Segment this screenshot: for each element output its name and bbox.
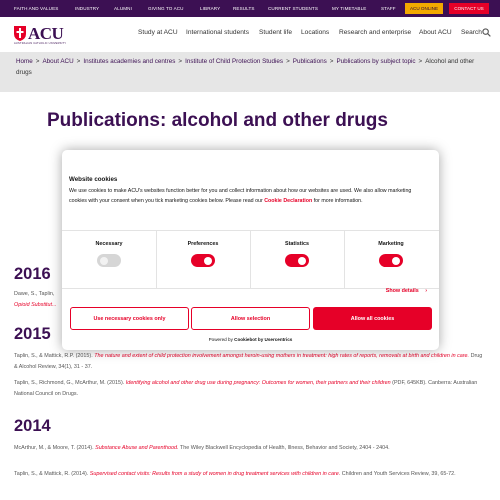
- statistics-toggle[interactable]: [285, 254, 309, 267]
- topbar-link-results[interactable]: RESULTS: [233, 6, 255, 11]
- show-details-link[interactable]: [386, 288, 427, 294]
- contact-us-button[interactable]: CONTACT US: [449, 3, 489, 14]
- crumb-institutes[interactable]: Institutes academies and centres: [83, 58, 176, 65]
- pub-title-link[interactable]: Supervised contact visits: Results from a study of women in drug treatment services with children in care.: [89, 471, 341, 477]
- cookie-category-statistics: [250, 240, 344, 280]
- cookie-category-marketing: [344, 240, 438, 280]
- topbar-link-current-students[interactable]: CURRENT STUDENTS: [268, 6, 319, 11]
- preferences-toggle[interactable]: [191, 254, 215, 267]
- pub-authors: Taplin, S., Richmond, G., McArthur, M. (2015).: [14, 380, 125, 386]
- pub-authors: Taplin, S., & Mattick, R.P. (2015).: [14, 353, 93, 359]
- pub-authors: McArthur, M., & Moore, T. (2014).: [14, 445, 94, 451]
- publication-entry: [14, 378, 486, 400]
- page-title: Publications: alcohol and other drugs: [47, 110, 388, 131]
- allow-all-button[interactable]: Allow all cookies: [313, 307, 432, 330]
- powered-by: [62, 337, 439, 342]
- logo-text: ACU: [28, 24, 64, 43]
- nav-international[interactable]: International students: [186, 29, 250, 36]
- nav-search[interactable]: Search: [461, 29, 482, 36]
- marketing-toggle[interactable]: [379, 254, 403, 267]
- topbar-link-alumni[interactable]: ALUMNI: [114, 6, 132, 11]
- topbar-link-industry[interactable]: INDUSTRY: [75, 6, 100, 11]
- pub-title-link[interactable]: The nature and extent of child protection involvement amongst heroin-using mothers in treatment: high rates of reports, removals at birth and children in care.: [94, 353, 470, 359]
- publication-entry: [14, 443, 486, 454]
- year-heading-2015: 2015: [14, 325, 51, 343]
- site-header: [0, 17, 500, 50]
- necessary-toggle: [97, 254, 121, 267]
- breadcrumb: Home > About ACU > Institutes academies and centres > Institute of Child Protection Studies > Publications > Publications by subject topic > Alcohol and other drugs: [0, 52, 500, 92]
- nav-about[interactable]: About ACU: [419, 29, 452, 36]
- cookie-dialog-text: [69, 186, 429, 206]
- acu-logo[interactable]: [14, 24, 74, 48]
- show-details-label: Show details: [385, 288, 419, 294]
- cookie-dialog: [62, 150, 439, 350]
- search-icon[interactable]: [482, 28, 491, 37]
- crumb-publications[interactable]: Publications: [292, 58, 327, 65]
- pub-title-link[interactable]: Identifying alcohol and other drug use during pregnancy: Outcomes for women, their partners and their children: [125, 380, 391, 386]
- cookiebot-brand[interactable]: Cookiebot by Usercentrics: [234, 337, 293, 342]
- topbar-link-faith[interactable]: FAITH AND VALUES: [14, 6, 59, 11]
- year-heading-2016: 2016: [14, 265, 51, 283]
- topbar-link-timetable[interactable]: MY TIMETABLE: [332, 6, 367, 11]
- pub-authors: Taplin, S., & Mattick, R. (2014).: [14, 471, 89, 477]
- pub-title-link[interactable]: Opioid Substitut...: [14, 302, 57, 308]
- pub-source: The Wiley Blackwell Encyclopedia of Health, Illness, Behavior and Society, 2404 - 2404.: [179, 445, 390, 451]
- nav-research[interactable]: Research and enterprise: [339, 29, 412, 36]
- category-label: Marketing: [378, 241, 404, 247]
- pub-title-link[interactable]: Substance Abuse and Parenthood.: [95, 445, 179, 451]
- cookie-category-necessary: [62, 240, 156, 280]
- pub-source: Drug & Alcohol Review, 34(1), 31 - 37.: [14, 353, 483, 370]
- chevron-right-icon: ›: [425, 288, 427, 294]
- cookie-dialog-body: We use cookies to make ACU's websites function better for you and collect information about how our websites are used. We also allow marketing cookies with your consent when you tick marketing cookies below. Please read our: [69, 188, 412, 204]
- nav-study[interactable]: Study at ACU: [138, 29, 178, 36]
- crumb-icps[interactable]: Institute of Child Protection Studies: [185, 58, 284, 65]
- publication-entry: [14, 351, 486, 373]
- category-label: Statistics: [285, 241, 309, 247]
- pub-source: Children and Youth Services Review, 39, 65-72.: [341, 471, 456, 477]
- year-heading-2014: 2014: [14, 417, 51, 435]
- allow-selection-button[interactable]: Allow selection: [191, 307, 310, 330]
- category-label: Necessary: [95, 241, 123, 247]
- logo-subtext: AUSTRALIAN CATHOLIC UNIVERSITY: [14, 42, 67, 45]
- publication-entry: [14, 469, 486, 480]
- pub-authors: Dawe, S., Taplin,: [14, 291, 55, 297]
- nav-student-life[interactable]: Student life: [259, 29, 292, 36]
- topbar-link-staff[interactable]: STAFF: [381, 6, 396, 11]
- category-label: Preferences: [187, 241, 219, 247]
- topbar-link-giving[interactable]: GIVING TO ACU: [148, 6, 184, 11]
- crumb-by-topic[interactable]: Publications by subject topic: [336, 58, 416, 65]
- crumb-current: Alcohol and other drugs: [16, 58, 475, 76]
- powered-prefix: Powered by: [208, 337, 233, 342]
- necessary-only-button[interactable]: Use necessary cookies only: [70, 307, 189, 330]
- crumb-home[interactable]: Home: [16, 58, 33, 65]
- cookie-dialog-body-end: for more information.: [313, 198, 363, 204]
- pub-source: (PDF, 645KB). Canberra: Australian National Council on Drugs.: [14, 380, 478, 397]
- utility-bar: [0, 0, 500, 17]
- nav-locations[interactable]: Locations: [301, 29, 330, 36]
- cookie-dialog-title: Website cookies: [69, 176, 118, 183]
- crumb-about[interactable]: About ACU: [42, 58, 74, 65]
- divider: [62, 288, 439, 289]
- crest-icon: [14, 26, 26, 41]
- cookie-category-preferences: [156, 240, 250, 280]
- acu-online-button[interactable]: ACU ONLINE: [405, 3, 443, 14]
- topbar-link-library[interactable]: LIBRARY: [200, 6, 221, 11]
- cookie-declaration-link[interactable]: Cookie Declaration: [264, 198, 313, 204]
